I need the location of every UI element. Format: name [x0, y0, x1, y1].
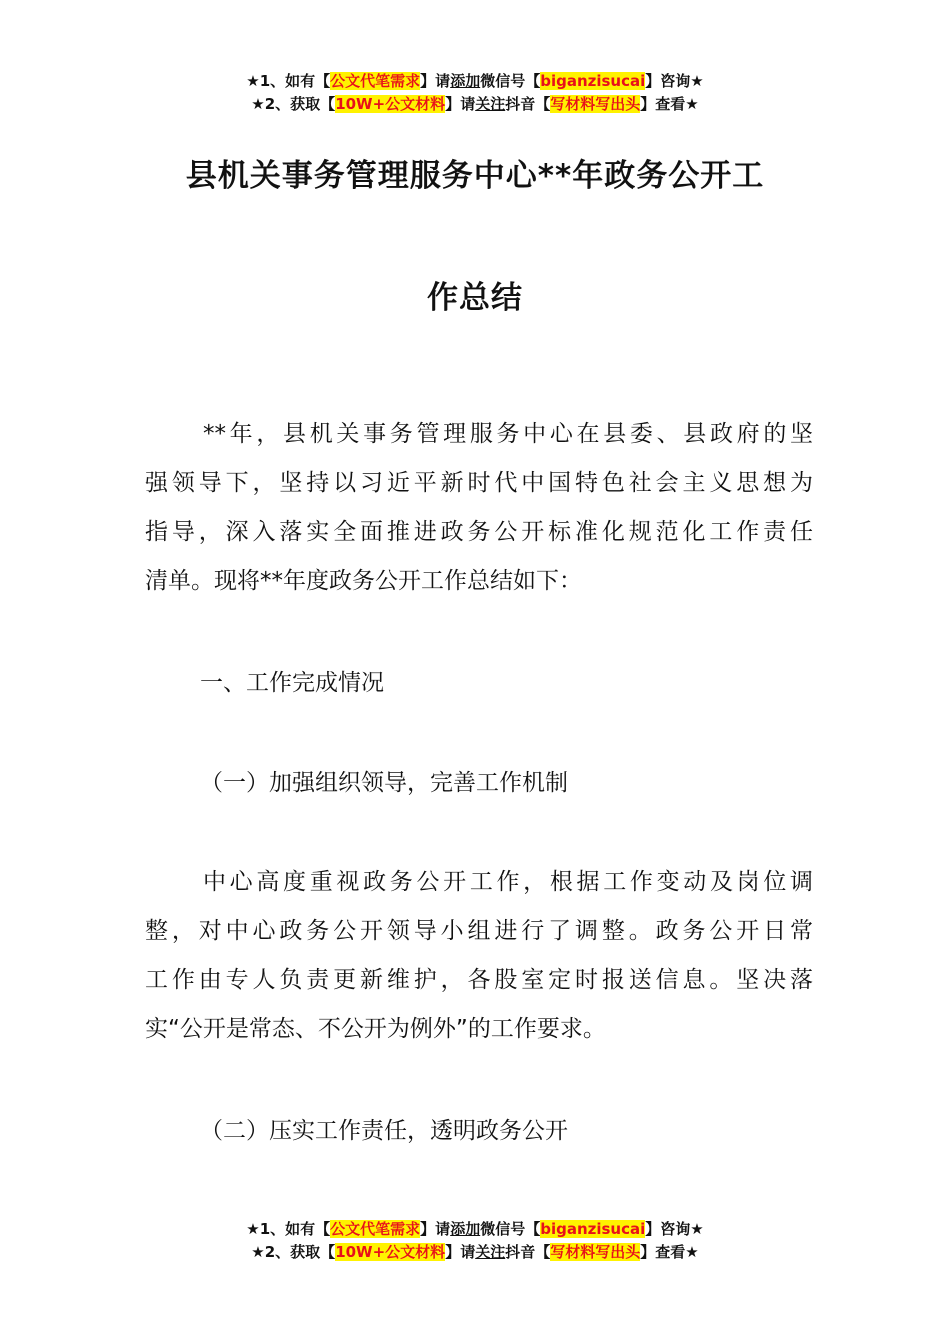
paragraph-line: 实“公开是常态、不公开为例外”的工作要求。: [145, 1016, 606, 1042]
promo-underline: 关注: [475, 1243, 506, 1261]
promo-line-2: [0, 93, 950, 116]
promo-text: 】查看★: [640, 1243, 699, 1261]
paragraph-organization: [145, 858, 813, 1054]
top-promo-banner: [0, 70, 950, 116]
promo-text: 】请: [445, 1243, 476, 1261]
subsection-heading-1: （一）加强组织领导，完善工作机制: [200, 770, 568, 796]
promo-text: 抖音【: [505, 1243, 551, 1261]
promo-text: 微信号【: [480, 1220, 541, 1238]
promo-text: ★2、获取【: [251, 95, 336, 113]
promo-line-1: [0, 70, 950, 93]
promo-underline: 添加: [450, 72, 481, 90]
promo-text: 】请: [420, 1220, 451, 1238]
paragraph-line: **年，县机关事务管理服务中心在县委、县政府的坚: [203, 421, 813, 447]
promo-text: 】咨询★: [645, 1220, 704, 1238]
promo-text: 】请: [420, 72, 451, 90]
promo-text: 抖音【: [505, 95, 551, 113]
paragraph-line: 整，对中心政务公开领导小组进行了调整。政务公开日常: [145, 918, 813, 944]
promo-highlight: biganzisucai: [540, 72, 646, 90]
promo-underline: 添加: [450, 1220, 481, 1238]
promo-highlight: 10W+公文材料: [335, 1243, 446, 1261]
promo-line-1: [0, 1218, 950, 1241]
promo-highlight: 写材料写出头: [550, 1243, 641, 1261]
promo-text: ★1、如有【: [246, 72, 331, 90]
promo-underline: 关注: [475, 95, 506, 113]
promo-highlight: 公文代笔需求: [330, 1220, 421, 1238]
subsection-heading-2: （二）压实工作责任，透明政务公开: [200, 1118, 568, 1144]
promo-highlight: 10W+公文材料: [335, 95, 446, 113]
document-title-line-2: 作总结: [427, 280, 523, 316]
paragraph-intro: [145, 410, 813, 606]
paragraph-line: 清单。现将**年度政务公开工作总结如下：: [145, 568, 582, 594]
paragraph-line: 强领导下，坚持以习近平新时代中国特色社会主义思想为: [145, 470, 813, 496]
promo-text: 】咨询★: [645, 72, 704, 90]
promo-text: 】查看★: [640, 95, 699, 113]
promo-text: 】请: [445, 95, 476, 113]
paragraph-line: 中心高度重视政务公开工作，根据工作变动及岗位调: [203, 869, 813, 895]
promo-highlight: 公文代笔需求: [330, 72, 421, 90]
promo-text: ★2、获取【: [251, 1243, 336, 1261]
promo-highlight: biganzisucai: [540, 1220, 646, 1238]
document-title-line-1: 县机关事务管理服务中心**年政务公开工: [185, 158, 765, 194]
paragraph-line: 工作由专人负责更新维护，各股室定时报送信息。坚决落: [145, 967, 813, 993]
bottom-promo-banner: [0, 1218, 950, 1264]
promo-text: 微信号【: [480, 72, 541, 90]
section-heading-1: 一、工作完成情况: [200, 670, 384, 696]
promo-text: ★1、如有【: [246, 1220, 331, 1238]
paragraph-line: 指导，深入落实全面推进政务公开标准化规范化工作责任: [145, 519, 813, 545]
promo-line-2: [0, 1241, 950, 1264]
promo-highlight: 写材料写出头: [550, 95, 641, 113]
